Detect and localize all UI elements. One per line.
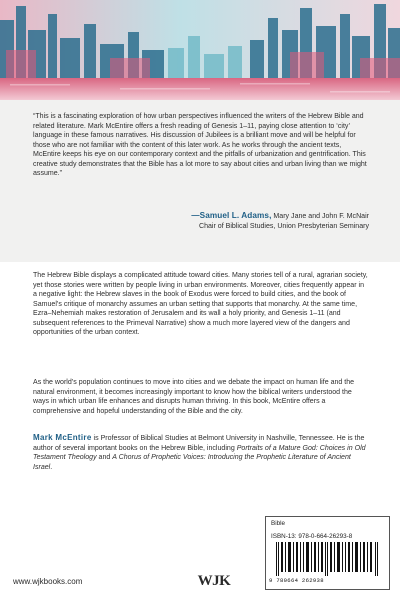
endorsement-quote: “This is a fascinating exploration of how urban perspectives influenced the writers of the Hebrew Bible and related literature. Mark McEntire offers a fresh reading of Genesis 1–11, paying close attention to ‘city’ language in these famous narratives. His discussion of Jubilees is a brilliant move and will be helpful for those who are not familiar with the content of this later work. As he works through the ancient texts, McEntire keeps his eye on our contemporary context and the pitfalls of urbanization and gentrification. This creative study demonstrates that the Bible has a lot more to say about cities and urban living than we might assume.” (33, 113, 367, 178)
barcode-icon (276, 542, 380, 576)
book-title-1: Portraits of a Mature God: Choices in Old Testament Theology (33, 444, 366, 462)
barcode-box (265, 516, 390, 590)
description-paragraph-1: The Hebrew Bible displays a complicated attitude toward cities. Many stories tell of a rural, agrarian society, yet those stories were written by people living in urban environments. Moreover, cities frequently appear in a negative light: the Hebrew slaves in the book of Exodus were forced to build cities, and the book of Samuel’s critique of monarchy assumes an urban setting that supports that monarchy. At the same time, Ezra–Nehemiah makes restoration of Jerusalem and its wall a holy priority, and Genesis 1–11 (and subsequent references to the Primeval Narrative) show a much more layered view of the dangers and opportunities of the urban context. (33, 272, 368, 337)
endorser-title-line1: Mary Jane and John F. McNair (273, 213, 369, 220)
book-title-2: A Chorus of Prophetic Voices: Introducing the Prophetic Literature of Ancient Israel (33, 454, 351, 471)
publisher-website[interactable]: www.wjkbooks.com (13, 577, 83, 586)
publisher-logo: WJK (197, 573, 231, 589)
author-name: Mark McEntire (33, 433, 92, 442)
isbn-line (271, 533, 352, 540)
endorser-title-line2: Chair of Biblical Studies, Union Presbyterian Seminary (199, 223, 369, 230)
author-bio-end: . (50, 463, 53, 471)
author-bio (33, 433, 369, 472)
author-bio-and: and (96, 454, 113, 462)
isbn-label: ISBN-13: (271, 533, 297, 540)
city-skyline-illustration (0, 0, 400, 100)
description-paragraph-2: As the world’s population continues to move into cities and we debate the impact on human life and the natural environment, it becomes increasingly important to know how the biblical writers understood the ways in which urban life enhances and disrupts human thriving. In this book, McEntire offers a comprehensive and hopeful understanding of the Bible and the city. (33, 379, 355, 415)
category-label: Bible (271, 520, 286, 527)
barcode-digits: 9 780664 262938 (269, 577, 324, 584)
city-skyline-icon (0, 0, 400, 100)
isbn-number: 978-0-664-26293-8 (298, 533, 353, 540)
endorsement-attribution (39, 211, 369, 232)
endorser-name: —Samuel L. Adams, (191, 211, 272, 220)
author-bio-text: is Professor of Biblical Studies at Belmont University in Nashville, Tennessee. He is the author of several important books on the Hebrew Bible, including (33, 435, 365, 452)
